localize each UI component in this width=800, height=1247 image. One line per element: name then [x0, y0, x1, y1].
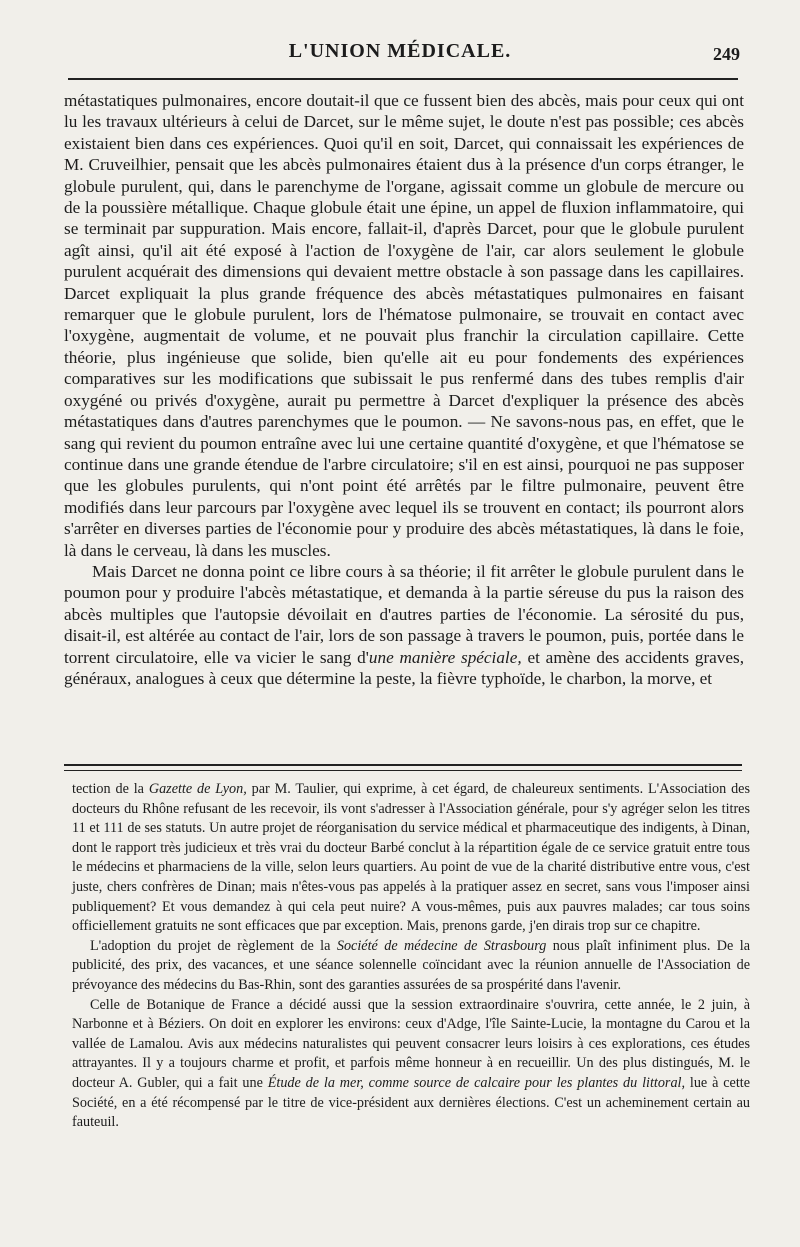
footnote-3-text-b: lue à cette Société, en a été récompensé par le titre de vice-président aux dernières élections. C'est un acheminement certain au fauteuil. — [72, 1074, 751, 1131]
footnote-2-italic: Société de médecine de Strasbourg — [336, 937, 547, 954]
page-header — [60, 40, 740, 70]
footnote-2-text-b: nous plaît infiniment plus. De la publicité, des prix, des vacances, et une séance solennelle coïncidant avec la réunion annuelle de l'Association de prévoyance des médecins du Bas-Rhin, sont des garanties assurées de sa prospérité dans l'avenir. — [72, 937, 750, 993]
paragraph-1: métastatiques pulmonaires, encore doutait-il que ce fussent bien des abcès, mais pour ceux qui ont lu les travaux ultérieurs à celui de Darcet, sur le même sujet, le doute n'est pas possible; ces abcès existaient bien dans ces expériences. Quoi qu'il en soit, Darcet, qui connaissait les expériences de M. Cruveilhier, pensait que les abcès pulmonaires étaient dus à la présence d'un corps étranger, le globule purulent, qui, dans le parenchyme de l'organe, agissait comme un globule de mercure ou de la poussière métallique. Chaque globule était une épine, un appel de fluxion inflammatoire, qui se terminait par suppuration. Mais encore, fallait-il, d'après Darcet, pour que le globule purulent agît ainsi, qu'il ait été exposé à l'action de l'oxygène de l'air, car alors seulement le globule purulent acquérait des dimensions qui devaient mettre obstacle à son passage dans les capillaires. Darcet expliquait la plus grande fréquence des abcès métastatiques pulmonaires en faisant remarquer que le globule purulent, lors de l'hématose pulmonaire, se trouvait en contact avec l'oxygène, augmentait de volume, et ne pouvait plus franchir la circulation capillaire. Cette théorie, plus ingénieuse que solide, bien qu'elle ait eu pour fondements des expériences comparatives sur les modifications que subissait le pus renfermé dans des tubes remplis d'air oxygéné ou privés d'oxygène, aurait pu permettre à Darcet d'expliquer la présence des abcès métastatiques dans d'autres parenchymes que le poumon. — Ne savons-nous pas, en effet, que le sang qui revient du poumon entraîne avec lui une certaine quantité d'oxygène, et que l'hématose se continue dans une grande étendue de l'arbre circulatoire; s'il en est ainsi, pourquoi ne pas supposer que les globules purulents, qui n'ont point été arrêtés par le filtre pulmonaire, peuvent être modifiés dans leur parcours par l'oxygène avec lequel ils se trouvent en contact; ils pourront alors s'arrêter en diverses parties de l'économie pour y produire des abcès métastatiques, là dans le foie, là dans le cerveau, là dans les muscles. — [64, 91, 744, 560]
paragraph-2-text-a: Mais Darcet ne donna point ce libre cours à sa théorie; il fit arrêter le globule purulent dans le poumon pour y produire l'abcès métastatique, et demanda à la partie séreuse du pus la raison des abcès multiples que l'autopsie dévoilait en d'autres parties de l'économie. La sérosité du pus, disait-il, est altérée au contact de l'air, lors de son passage à travers le poumon, puis, portée dans le torrent circulatoire, elle va vicier le sang d' — [64, 561, 744, 667]
footnote-separator — [64, 764, 742, 771]
footnote-2-text-a: L'adoption du projet de règlement de la — [90, 937, 337, 954]
footnote-paragraph-1 — [72, 780, 750, 937]
footnotes — [72, 780, 750, 1133]
footnote-1-text-a: tection de la — [72, 781, 149, 797]
footnote-paragraph-2 — [72, 937, 750, 996]
footnote-paragraph-3 — [72, 996, 750, 1133]
footnote-1-text-b: par M. Taulier, qui exprime, à cet égard, de chaleureux sentiments. L'Association des docteurs du Rhône refusant de les recevoir, ils vont s'adresser à l'Association générale, pour s'y agréger selon les titres 11 et 111 de ses statuts. Un autre projet de réorganisation du service médical et pharmaceutique des indigents, à Dinan, dont le rapport très judicieux et très vrai du docteur Barbé conclut à la répartition égale de ce service gratuit entre tous le médecins et pharmaciens de la ville, selon leurs quartiers. Au point de vue de la charité distributive entre vous, c'est juste, chers confrères de Dinan; mais n'êtes-vous pas appelés à la pratiquer assez en secret, sans vous l'imposer ainsi publiquement? Et vous demandez à qui cela peut nuire? A vous-mêmes, puis aux pauvres malades; car tous soins officiellement gratuits ne sont efficaces que par exception. Mais, prenons garde, j'en dirais trop sur ce chapitre. — [72, 781, 750, 935]
paragraph-2 — [64, 561, 744, 689]
main-text — [64, 90, 744, 689]
paragraph-2-italic: une manière spéciale, — [368, 647, 522, 667]
running-title: L'UNION MÉDICALE. — [288, 40, 512, 62]
page-number: 249 — [713, 44, 740, 64]
paragraph-2-text-b: et amène des accidents graves, généraux, analogues à ceux que détermine la peste, la fièvre typhoïde, le charbon, la morve, et — [64, 647, 745, 688]
footnote-1-italic: Gazette de Lyon, — [148, 781, 247, 797]
footnote-3-text-a: Celle de Botanique de France a décidé aussi que la session extraordinaire s'ouvrira, cette année, le 2 juin, à Narbonne et à Béziers. On doit en explorer les environs: ceux d'Adge, l'île Sainte-Lucie, la montagne du Carou et la vallée de Lamalou. Avis aux médecins naturalistes qui peuvent consacrer leurs loisirs à ces explorations, ces études attrayantes. Il y a toujours charme et profit, et parfois même honneur à en recueillir. Un des plus distingués, M. le docteur A. Gubler, qui a fait une — [72, 996, 750, 1091]
header-rule — [68, 78, 738, 80]
footnote-3-italic: Étude de la mer, comme source de calcaire pour les plantes du littoral, — [267, 1074, 686, 1091]
